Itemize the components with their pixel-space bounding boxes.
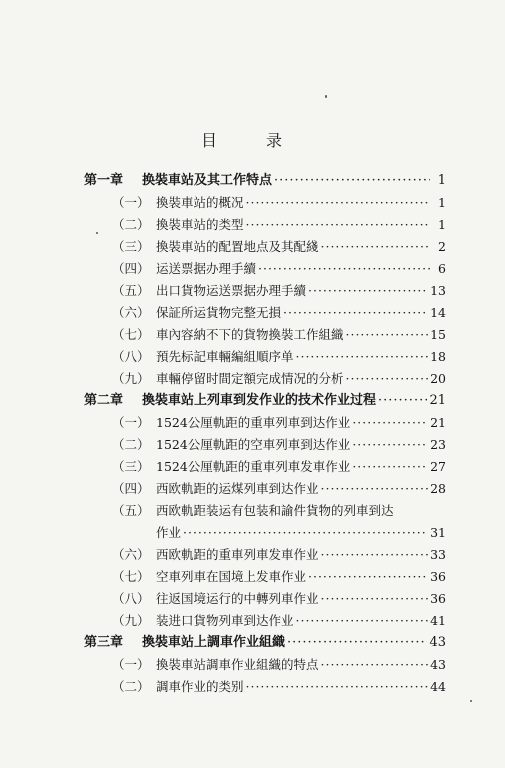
leader-dots (296, 611, 429, 631)
leader-dots (352, 457, 428, 477)
page-number: 23 (430, 437, 446, 452)
section-title: 換裝車站的配置地点及其配綫 (156, 239, 319, 254)
leader-dots (296, 347, 429, 367)
page-number: 2 (438, 239, 446, 254)
toc-section[interactable] (112, 655, 446, 675)
page-number: 13 (430, 283, 446, 298)
toc-section[interactable] (112, 501, 446, 521)
page-number: 27 (430, 459, 446, 474)
leader-dots (321, 655, 429, 675)
toc-section[interactable] (112, 435, 446, 455)
leader-dots (246, 677, 429, 697)
chapter-title: 換裝車站上列車到发作业的技术作业过程 (142, 393, 377, 408)
leader-dots (346, 369, 429, 389)
leader-dots (183, 523, 428, 543)
toc-section[interactable] (112, 413, 446, 433)
section-title: 西欧軌距装运有包装和諭件貨物的列車到达 (156, 503, 394, 518)
leader-dots (287, 633, 427, 653)
section-title: 車內容納不下的貨物換裝工作組織 (156, 327, 344, 342)
page-number: 36 (430, 591, 446, 606)
page-number: 18 (430, 349, 446, 364)
scan-speck (96, 232, 98, 234)
section-title: 1524公厘軌距的重車列車到达作业 (156, 415, 351, 430)
leader-dots (308, 281, 428, 301)
leader-dots (346, 325, 429, 345)
leader-dots (274, 171, 430, 191)
chapter-title: 換裝車站上調車作业組織 (142, 635, 286, 650)
page-number: 44 (430, 679, 446, 694)
section-title: 換裝車站調車作业組織的特点 (156, 657, 319, 672)
section-title: 西欧軌距的重車列車发車作业 (156, 547, 319, 562)
section-title: 換裝車站的类型 (156, 217, 244, 232)
section-number: （五） (112, 283, 150, 298)
section-number: （八） (112, 349, 150, 364)
leader-dots (321, 237, 430, 257)
toc-section[interactable] (112, 369, 446, 389)
scan-speck (325, 95, 327, 98)
leader-dots (308, 567, 428, 587)
page-number: 21 (429, 393, 446, 408)
chapter-number: 第三章 (84, 635, 124, 650)
page-number: 31 (430, 525, 446, 540)
toc-section[interactable] (112, 193, 446, 213)
section-number: （六） (112, 305, 150, 320)
page-number: 20 (430, 371, 446, 386)
section-title: 出口貨物运送票据办理手續 (156, 283, 307, 298)
toc-section[interactable] (112, 347, 446, 367)
page-number: 43 (430, 657, 446, 672)
page-number: 6 (438, 261, 446, 276)
toc-section[interactable] (112, 589, 446, 609)
toc-chapter-3[interactable] (84, 633, 446, 653)
page-number: 33 (430, 547, 446, 562)
page-number: 28 (430, 481, 446, 496)
section-title: 空車列車在国境上发車作业 (156, 569, 307, 584)
page-number: 43 (429, 635, 446, 650)
toc-chapter-2[interactable] (84, 391, 446, 411)
page-number: 36 (430, 569, 446, 584)
section-number: （九） (112, 613, 150, 628)
toc-section[interactable] (112, 325, 446, 345)
section-title: 預先标記車輛編組順序单 (156, 349, 294, 364)
chapter-number: 第二章 (84, 393, 124, 408)
section-title: 作业 (156, 525, 182, 540)
section-number: （一） (112, 657, 150, 672)
section-number: （六） (112, 547, 150, 562)
leader-dots (352, 435, 428, 455)
section-title: 調車作业的类别 (156, 679, 244, 694)
toc-section[interactable] (112, 479, 446, 499)
toc-section[interactable] (112, 457, 446, 477)
section-title: 运送票据办理手續 (156, 261, 257, 276)
leader-dots (283, 303, 428, 323)
section-title: 1524公厘軌距的空車列車到达作业 (156, 437, 351, 452)
toc-section[interactable] (112, 611, 446, 631)
section-title: 換裝車站的概况 (156, 195, 244, 210)
toc-section-continuation[interactable] (156, 523, 446, 543)
leader-dots (321, 545, 429, 565)
chapter-title: 换裝車站及其工作特点 (142, 173, 273, 188)
toc-section[interactable] (112, 259, 446, 279)
toc-section[interactable] (112, 215, 446, 235)
chapter-number: 第一章 (84, 173, 124, 188)
page-number: 15 (430, 327, 446, 342)
toc-section[interactable] (112, 303, 446, 323)
section-title: 1524公厘軌距的重車列車发車作业 (156, 459, 351, 474)
page-number: 14 (430, 305, 446, 320)
leader-dots (352, 413, 428, 433)
section-number: （八） (112, 591, 150, 606)
leader-dots (321, 479, 429, 499)
section-number: （四） (112, 481, 150, 496)
section-number: （九） (112, 371, 150, 386)
section-title: 西欧軌距的运煤列車到达作业 (156, 481, 319, 496)
section-number: （三） (112, 239, 150, 254)
leader-dots (378, 391, 427, 411)
section-number: （七） (112, 327, 150, 342)
scan-speck (470, 700, 472, 702)
toc-section[interactable] (112, 281, 446, 301)
page-number: 1 (438, 217, 446, 232)
section-number: （四） (112, 261, 150, 276)
section-number: （二） (112, 437, 150, 452)
leader-dots (246, 215, 430, 235)
toc-section[interactable] (112, 567, 446, 587)
section-number: （三） (112, 459, 150, 474)
section-number: （五） (112, 503, 150, 518)
page-number: 41 (430, 613, 446, 628)
page-number: 1 (438, 195, 446, 210)
toc-title: 目 录 (200, 131, 305, 150)
section-number: （一） (112, 195, 150, 210)
section-number: （二） (112, 217, 150, 232)
leader-dots (258, 259, 430, 279)
section-number: （一） (112, 415, 150, 430)
toc-section[interactable] (112, 677, 446, 697)
toc-section[interactable] (112, 237, 446, 257)
section-title: 車輛停留时間定額完成情况的分析 (156, 371, 344, 386)
leader-dots (246, 193, 430, 213)
section-title: 往返国境运行的中轉列車作业 (156, 591, 319, 606)
section-title: 装进口貨物列車到达作业 (156, 613, 294, 628)
section-number: （七） (112, 569, 150, 584)
section-title: 保証所运貨物完整无損 (156, 305, 282, 320)
toc-chapter-1[interactable] (84, 171, 446, 191)
page-number: 21 (430, 415, 446, 430)
page-number: 1 (437, 173, 446, 188)
section-number: （二） (112, 679, 150, 694)
leader-dots (321, 589, 429, 609)
toc-section[interactable] (112, 545, 446, 565)
